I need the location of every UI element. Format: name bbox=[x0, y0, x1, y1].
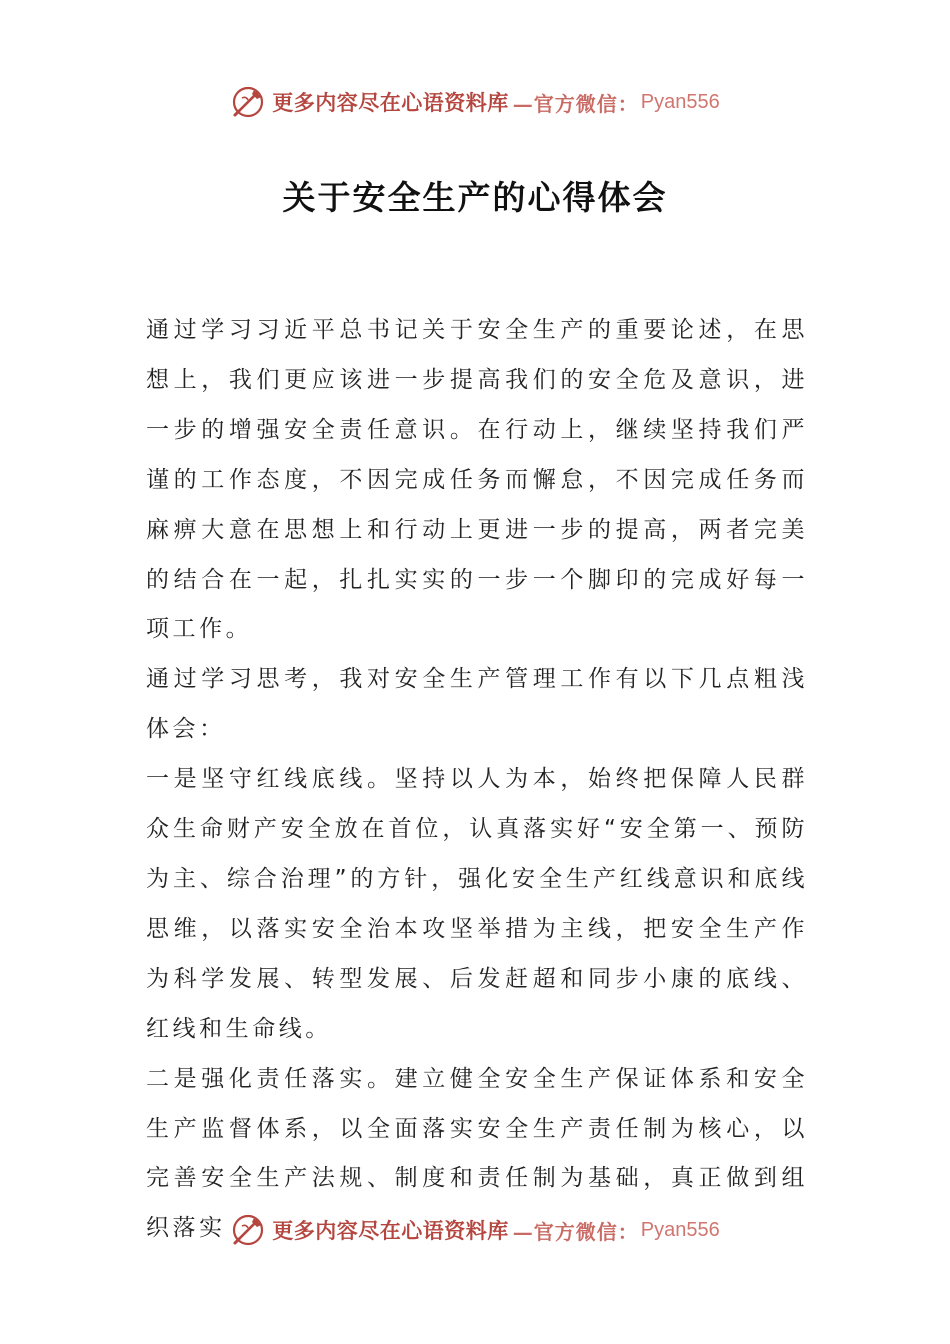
footer-banner bbox=[0, 1210, 950, 1250]
banner-wechat-label: —官方微信： bbox=[512, 1219, 639, 1244]
paragraph-point-two: 二是强化责任落实。建立健全安全生产保证体系和安全生产监督体系，以全面落实安全生产责任制为核心，以完善安全生产法规、制度和责任制为基础，真正做到组织落实 bbox=[146, 1065, 808, 1242]
pen-logo-icon bbox=[230, 84, 266, 120]
banner-wechat-id: Pyan556 bbox=[640, 1218, 720, 1241]
pen-logo-icon bbox=[230, 1212, 266, 1248]
paragraph-intro: 通过学习习近平总书记关于安全生产的重要论述，在思想上，我们更应该进一步提高我们的安全危及意识，进一步的增强安全责任意识。在行动上，继续坚持我们严谨的工作态度，不因完成任务而懈怠，不因完成任务而麻痹大意在思想上和行动上更进一步的提高，两者完美的结合在一起，扎扎实实的一步一个脚印的完成好每一项工作。 bbox=[146, 317, 808, 643]
banner-wechat-label: —官方微信： bbox=[512, 91, 639, 116]
paragraph-point-one: 一是坚守红线底线。坚持以人为本，始终把保障人民群众生命财产安全放在首位，认真落实好“安全第一、预防为主、综合治理”的方针，强化安全生产红线意识和底线思维，以落实安全治本攻坚举措为主线，把安全生产作为科学发展、转型发展、后发赶超和同步小康的底线、红线和生命线。 bbox=[146, 766, 808, 1042]
document-title: 关于安全生产的心得体会 bbox=[282, 178, 668, 217]
header-banner bbox=[0, 82, 950, 122]
banner-brand-text: 更多内容尽在心语资料库 bbox=[272, 1218, 509, 1243]
paragraph-reflection-lead: 通过学习思考，我对安全生产管理工作有以下几点粗浅体会： bbox=[146, 666, 808, 743]
document-body bbox=[146, 306, 808, 1254]
banner-wechat-id: Pyan556 bbox=[640, 90, 720, 113]
banner-brand-text: 更多内容尽在心语资料库 bbox=[272, 90, 509, 115]
